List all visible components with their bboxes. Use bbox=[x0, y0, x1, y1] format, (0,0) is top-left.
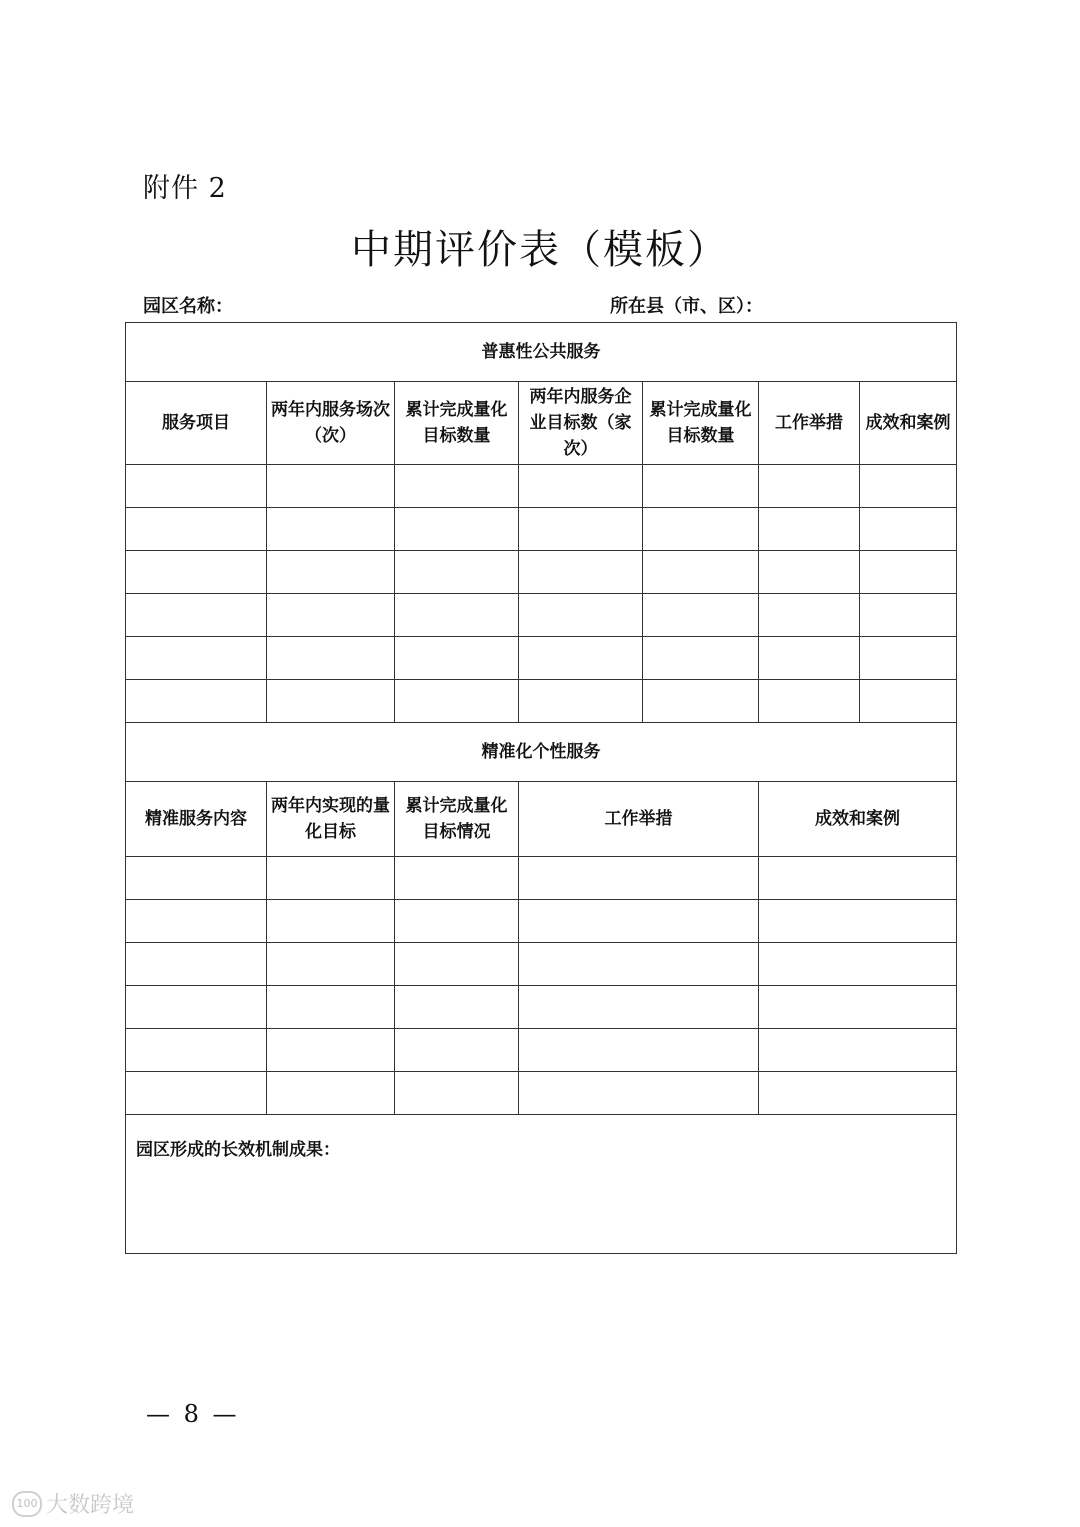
header-cell: 工作举措 bbox=[759, 382, 860, 465]
header-cell: 两年内实现的量化目标 bbox=[267, 782, 395, 857]
table-cell[interactable] bbox=[759, 1029, 957, 1072]
table-cell[interactable] bbox=[267, 900, 395, 943]
table-cell[interactable] bbox=[643, 594, 759, 637]
table-cell[interactable] bbox=[519, 900, 759, 943]
header-cell: 成效和案例 bbox=[860, 382, 957, 465]
header-cell: 服务项目 bbox=[126, 382, 267, 465]
page-title: 中期评价表（模板） bbox=[351, 227, 729, 273]
table-cell[interactable] bbox=[860, 680, 957, 723]
table-cell[interactable] bbox=[759, 594, 860, 637]
table-cell[interactable] bbox=[519, 1072, 759, 1115]
header-cell: 两年内服务场次（次） bbox=[267, 382, 395, 465]
watermark bbox=[12, 1488, 134, 1519]
table-row bbox=[126, 857, 957, 900]
table-cell[interactable] bbox=[643, 508, 759, 551]
table-cell[interactable] bbox=[395, 680, 519, 723]
table-cell[interactable] bbox=[395, 1029, 519, 1072]
table-cell[interactable] bbox=[519, 943, 759, 986]
header-cell: 两年内服务企业目标数（家次） bbox=[519, 382, 643, 465]
table-cell[interactable] bbox=[860, 637, 957, 680]
table-cell[interactable] bbox=[519, 508, 643, 551]
header-cell: 工作举措 bbox=[519, 782, 759, 857]
table-cell[interactable] bbox=[643, 680, 759, 723]
table-cell[interactable] bbox=[126, 986, 267, 1029]
table-cell[interactable] bbox=[860, 551, 957, 594]
header-cell: 累计完成量化目标数量 bbox=[395, 382, 519, 465]
table-cell[interactable] bbox=[759, 900, 957, 943]
watermark-logo-icon: 100 bbox=[12, 1491, 42, 1517]
table-cell[interactable] bbox=[395, 900, 519, 943]
table-cell[interactable] bbox=[395, 1072, 519, 1115]
table-cell[interactable] bbox=[267, 1029, 395, 1072]
table-cell[interactable] bbox=[759, 680, 860, 723]
header-cell: 累计完成量化目标情况 bbox=[395, 782, 519, 857]
footer-label: 园区形成的长效机制成果： bbox=[136, 1140, 340, 1160]
table-cell[interactable] bbox=[126, 508, 267, 551]
evaluation-table bbox=[125, 322, 957, 1254]
table-cell[interactable] bbox=[267, 986, 395, 1029]
table-cell[interactable] bbox=[519, 594, 643, 637]
table-cell[interactable] bbox=[267, 943, 395, 986]
table-row bbox=[126, 1029, 957, 1072]
table-cell[interactable] bbox=[267, 508, 395, 551]
table-cell[interactable] bbox=[759, 551, 860, 594]
table-cell[interactable] bbox=[519, 551, 643, 594]
table-cell[interactable] bbox=[860, 508, 957, 551]
table-cell[interactable] bbox=[267, 594, 395, 637]
table-cell[interactable] bbox=[267, 637, 395, 680]
table-row bbox=[126, 465, 957, 508]
table-cell[interactable] bbox=[759, 1072, 957, 1115]
table-cell[interactable] bbox=[126, 1029, 267, 1072]
table-cell[interactable] bbox=[267, 465, 395, 508]
table-cell[interactable] bbox=[519, 857, 759, 900]
table-cell[interactable] bbox=[860, 465, 957, 508]
table-cell[interactable] bbox=[395, 551, 519, 594]
header-cell: 精准服务内容 bbox=[126, 782, 267, 857]
table-cell[interactable] bbox=[759, 986, 957, 1029]
watermark-text: 大数跨境 bbox=[46, 1493, 135, 1518]
table-cell[interactable] bbox=[267, 857, 395, 900]
table-row bbox=[126, 594, 957, 637]
table-cell[interactable] bbox=[395, 637, 519, 680]
table-cell[interactable] bbox=[519, 637, 643, 680]
table-cell[interactable] bbox=[395, 986, 519, 1029]
table-cell[interactable] bbox=[126, 900, 267, 943]
table-row bbox=[126, 551, 957, 594]
header-cell: 成效和案例 bbox=[759, 782, 957, 857]
table-row bbox=[126, 637, 957, 680]
table-cell[interactable] bbox=[126, 637, 267, 680]
table-cell[interactable] bbox=[759, 943, 957, 986]
section-title-precision-service: 精准化个性服务 bbox=[126, 723, 957, 782]
table-cell[interactable] bbox=[126, 680, 267, 723]
table-cell[interactable] bbox=[267, 1072, 395, 1115]
table-cell[interactable] bbox=[395, 594, 519, 637]
table-cell[interactable] bbox=[643, 637, 759, 680]
table-cell[interactable] bbox=[759, 637, 860, 680]
table-row bbox=[126, 508, 957, 551]
table-cell[interactable] bbox=[126, 857, 267, 900]
table-cell[interactable] bbox=[519, 465, 643, 508]
table-cell[interactable] bbox=[267, 551, 395, 594]
table-cell[interactable] bbox=[643, 465, 759, 508]
page-number: — 8 — bbox=[146, 1400, 240, 1428]
table-cell[interactable] bbox=[267, 680, 395, 723]
table-cell[interactable] bbox=[643, 551, 759, 594]
table-cell[interactable] bbox=[759, 465, 860, 508]
table-cell[interactable] bbox=[126, 465, 267, 508]
table-cell[interactable] bbox=[759, 857, 957, 900]
table-cell[interactable] bbox=[860, 594, 957, 637]
table-row bbox=[126, 986, 957, 1029]
table-row bbox=[126, 943, 957, 986]
table-row bbox=[126, 900, 957, 943]
table-cell[interactable] bbox=[519, 986, 759, 1029]
table-cell[interactable] bbox=[126, 594, 267, 637]
table-cell[interactable] bbox=[395, 857, 519, 900]
table-cell[interactable] bbox=[395, 943, 519, 986]
table-cell[interactable] bbox=[519, 1029, 759, 1072]
table-cell[interactable] bbox=[126, 1072, 267, 1115]
table-row bbox=[126, 1072, 957, 1115]
table-cell[interactable] bbox=[126, 943, 267, 986]
attachment-label: 附件 2 bbox=[143, 173, 227, 204]
table-cell[interactable] bbox=[395, 465, 519, 508]
table-cell[interactable] bbox=[519, 680, 643, 723]
section-title-public-service: 普惠性公共服务 bbox=[126, 323, 957, 382]
table-cell[interactable] bbox=[126, 551, 267, 594]
table-cell[interactable] bbox=[759, 508, 860, 551]
table-cell[interactable] bbox=[395, 508, 519, 551]
long-term-mechanism-results[interactable] bbox=[126, 1115, 957, 1254]
header-cell: 累计完成量化目标数量 bbox=[643, 382, 759, 465]
table-row bbox=[126, 680, 957, 723]
park-name-label: 园区名称： bbox=[143, 296, 233, 317]
county-label: 所在县（市、区）： bbox=[610, 296, 763, 317]
